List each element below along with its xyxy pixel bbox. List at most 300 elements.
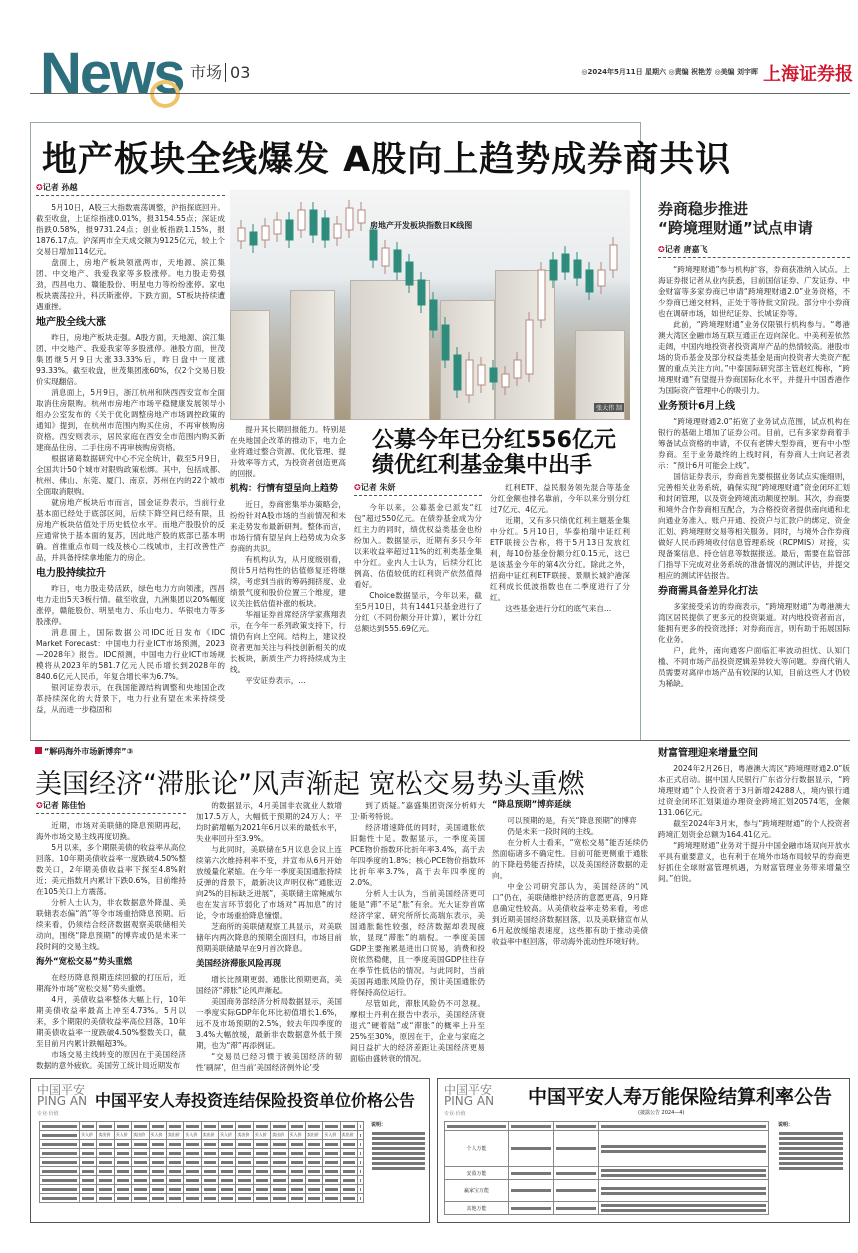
- candle: [310, 210, 317, 235]
- paragraph: “跨境理财通”业务对于提升中国金融市场双向开放水平具有重要意义，也有利于在境外市场布局较早的券商更好抓住全球财富管理机遇，为财富管理业务带来增量空间。”伯说。: [658, 841, 850, 883]
- paragraph: 分析人士认为，非农数据意外降温、美联储表态偏“鸽”等令市场重拾降息预期。后续来看，仍须结合经济数据观察美联储相关动向，围绕“降息预期”的博弈或仍是未来一段时间的交易主线。: [36, 898, 186, 951]
- chart-title: 房地产开发板块指数日K线图: [370, 221, 473, 230]
- ad-universal-life: [437, 1078, 850, 1223]
- candle: [346, 208, 353, 230]
- table-cell: [253, 1167, 270, 1176]
- table-cell: [80, 1176, 97, 1185]
- table-cell: [271, 1185, 288, 1194]
- paragraph: 2024年2月26日，粤港澳大湾区“跨境理财通2.0”版本正式启动。据中国人民银行广东省分行数据显示，“跨境理财通”个人投资者于3月新增24288人，境内银行通过资金闭环汇划渠道办理资金跨境汇划20574笔，金额131.06亿元。: [658, 764, 850, 817]
- table-cell: [149, 1158, 166, 1167]
- paragraph: 消息面上，国际数据公司IDC近日发布《IDC Market Forecast：中国电力行业ICT市场预测，2023—2028年》报告。IDC预测，中国电力行业ICT市场规模将从2023年的581.7亿元人民币增长到2028年的840.6亿元人民币，年复合增长率为6.7%。: [36, 628, 225, 681]
- paragraph: 多家接受采访的券商表示，“跨境理财通”为粤港澳大湾区居民提供了更多元的投资渠道。对内地投资者而言，能拥有更多的投资选择；对券商而言，则有助于拓展国际化业务。: [658, 602, 850, 644]
- table-cell: [149, 1140, 166, 1149]
- table-cell: [288, 1140, 305, 1149]
- table-cell: [271, 1167, 288, 1176]
- table-cell: [271, 1140, 288, 1149]
- lead-column-2: [230, 424, 346, 735]
- table-cell: [305, 1122, 322, 1131]
- table-cell: [219, 1176, 236, 1185]
- table-cell: [323, 1176, 340, 1185]
- table-cell: [323, 1149, 340, 1158]
- table-cell: [132, 1194, 149, 1203]
- table-cell: [40, 1149, 80, 1158]
- photo-credit: 张大伟 制: [596, 405, 622, 412]
- table-cell: [219, 1194, 236, 1203]
- table-cell: [132, 1122, 149, 1131]
- table-cell: [358, 1140, 364, 1149]
- fund-headline: [372, 428, 616, 478]
- us-column-1: [36, 800, 186, 1070]
- byline-text: 记者 唐嘉飞: [664, 245, 708, 254]
- table-cell: [554, 1167, 599, 1180]
- table-row: [445, 1122, 769, 1131]
- table-cell: [201, 1158, 218, 1167]
- paragraph: 就房地产板块后市而言，国金证券表示，当前行业基本面已经处于底部区间，后续下降空间已经有限，且房地产板块估值处于历史低位水平。而地产股股价的反应通常快于基本面的复苏，因此地产股的底部已基本明确。首推重点布局一线及核心二线城市，主打改善性产品，并具备持续拿地能力的房企。: [36, 498, 225, 562]
- table-cell: [166, 1140, 183, 1149]
- table-cell: [340, 1176, 357, 1185]
- paragraph: “跨境理财通2.0”拓宽了业务试点范围，试点机构在银行的基础上增加了证券公司。目前，已有多家券商着手筹备试点资格的申请，不仅有老牌大型券商，更有中小型券商。至于业务最终的上线时间，有券商人士向记者表示：“预计6月可能会上线”。: [658, 417, 850, 470]
- account-name: 个人万能: [445, 1131, 509, 1167]
- table-cell: [554, 1202, 599, 1215]
- table-cell: [271, 1122, 288, 1131]
- table-cell: [358, 1149, 364, 1158]
- us-headline: 美国经济“滞胀论”风声渐起 宽松交易势头重燃: [35, 769, 585, 800]
- table-cell: [236, 1194, 253, 1203]
- table-cell: [40, 1131, 80, 1140]
- candle: [442, 325, 449, 360]
- table-cell: [97, 1167, 114, 1176]
- subhead: 财富管理迎来增量空间: [658, 748, 758, 759]
- crossborder-headline: [658, 200, 850, 238]
- table-cell: [271, 1176, 288, 1185]
- subhead: 地产股全线大涨: [36, 317, 106, 328]
- paragraph: 经济增速降低的同时，美国通胀依旧黏性十足。数据显示，一季度美国PCE物价指数环比折年率3.4%，高于去年四季度的1.8%；核心PCE物价指数环比折年率3.7%，高于去年四季度的2.0%。: [350, 823, 485, 887]
- byline: [354, 482, 482, 496]
- candle: [502, 374, 509, 387]
- table-row: [40, 1140, 364, 1149]
- paragraph: 平安证券表示，...: [245, 676, 306, 685]
- table-cell: [201, 1167, 218, 1176]
- table-cell: [40, 1176, 80, 1185]
- table-cell: [97, 1158, 114, 1167]
- speech-bubble-icon: [150, 80, 180, 108]
- table-cell: [340, 1194, 357, 1203]
- table-cell: [340, 1122, 357, 1131]
- account-name: 安盈万能: [445, 1167, 509, 1180]
- table-cell: [236, 1158, 253, 1167]
- us-column-3: [350, 800, 485, 1062]
- table-cell: 卖出价: [271, 1131, 288, 1140]
- table-cell: 卖出价: [132, 1131, 149, 1140]
- paragraph: 户，此外，南向通客户面临汇率波动担忧、认知门槛、不同市场产品投资逻辑差异较大等问题。券商代销人员需要对离岸市场产品有较深的认知，目前这些人才仍较为稀缺。: [658, 646, 850, 688]
- table-cell: [40, 1185, 80, 1194]
- ad-note: 说明：: [371, 1121, 426, 1172]
- table-cell: [132, 1149, 149, 1158]
- table-cell: [358, 1176, 364, 1185]
- candle: [250, 232, 257, 245]
- table-cell: [271, 1158, 288, 1167]
- paragraph: 美国商务部经济分析局数据显示，美国一季度实际GDP年化环比初值增长1.6%，远不及市场预期的2.5%，较去年四季度的3.4%大幅放缓，最新非农数据意外低于预期，也为“滞”再添例证。: [196, 997, 342, 1050]
- table-cell: [340, 1185, 357, 1194]
- table-cell: [340, 1158, 357, 1167]
- table-cell: [509, 1167, 554, 1180]
- table-cell: [340, 1140, 357, 1149]
- table-cell: [236, 1167, 253, 1176]
- table-cell: [132, 1158, 149, 1167]
- candle: [430, 300, 437, 330]
- table-cell: [40, 1167, 80, 1176]
- subhead: 业务预计6月上线: [658, 401, 735, 412]
- table-row: [445, 1180, 769, 1202]
- paragraph: 分析人士认为，当前美国经济更可能是“滞”不足“胀”有余。光大证券首席经济学家、研究所所长高瑞东表示，美国通胀黏性较强，经济数据却表现疲软，显现“滞胀”的端倪。一季度美国GDP主要拖累是进出口贸易，消费和投资依然稳健，且一季度美国GDP往往存在季节性低估的情况。与此同时，当前美国再通胀风险仍存，预计美国通胀仍将保持高位运行。: [350, 889, 485, 997]
- paragraph: 截至2024年3月末，参与“跨境理财通”的个人投资者跨境汇划资金总额为164.41亿元。: [658, 819, 850, 839]
- table-cell: [236, 1185, 253, 1194]
- lead-photo: [230, 190, 630, 420]
- candle: [466, 360, 473, 395]
- table-cell: [184, 1194, 201, 1203]
- paragraph: 可以预期的是，有关“降息预期”的博弈: [507, 816, 637, 825]
- paragraph: 根据诸葛数据研究中心不完全统计，截至5月9日，全国共计50个城市对限购政策松绑。其中，包括成都、杭州、佛山、东莞、厦门、南京、苏州在内的22个城市全面取消限购。: [36, 454, 225, 496]
- bullet-icon: ✪: [36, 801, 43, 810]
- table-cell: [80, 1149, 97, 1158]
- paragraph: 中金公司研究部认为，美国经济的“风口”仍在，美联储维护经济的意愿更高，9月降息确定性较高。从美债收益率走势来看，考虑到近期美国经济数据回落，以及美联储宣布从6月起放缓缩表速度，这些都有助于推动美债收益率中枢回落，带动海外流动性环境好转。: [492, 882, 648, 946]
- table-cell: [201, 1149, 218, 1158]
- bullet-icon: ✪: [658, 245, 665, 254]
- table-cell: [166, 1194, 183, 1203]
- table-cell: [358, 1131, 364, 1140]
- table-cell: [554, 1131, 599, 1167]
- dateline: ◎2024年5月11日 星期六 ◎责编 祝艳芳 ◎美编 刘宇晖: [581, 68, 758, 76]
- table-row: [40, 1194, 364, 1203]
- table-row: [40, 1167, 364, 1176]
- table-cell: [323, 1122, 340, 1131]
- paragraph: 今年以来，公募基金已派发“红包”超过550亿元。在债券基金成为分红主力的同时，绩优权益类基金也纷纷加入。数据显示，近期有多只今年以来收益率超过11%的红利类基金集中分红。业内人士认为，后续分红比例高、估值较低的红利资产依然值得看好。: [354, 503, 482, 589]
- series-text: “解码海外市场新博弈”③: [44, 747, 134, 756]
- series-tag: [35, 746, 133, 757]
- table-cell: [114, 1194, 131, 1203]
- table-row: [40, 1149, 364, 1158]
- table-cell: 卖出价: [97, 1131, 114, 1140]
- square-icon: [35, 747, 42, 754]
- paragraph: 5月以来，多个期限美债的收益率从高位回落。10年期美债收益率一度跌破4.50%整数关口，2年期美债收益率下探至4.8%附近；美元指数月内累计下跌0.6%，目前维持在105关口上方震荡。: [36, 843, 186, 896]
- table-cell: [288, 1176, 305, 1185]
- table-cell: 买入价: [114, 1131, 131, 1140]
- table-cell: 买入价: [80, 1131, 97, 1140]
- table-cell: [358, 1158, 364, 1167]
- paragraph: 在经历降息预期连续回撤的打压后，近期海外市场“宽松交易”势头重燃。: [36, 973, 186, 993]
- table-cell: [358, 1194, 364, 1203]
- table-cell: [166, 1167, 183, 1176]
- candle: [274, 220, 281, 234]
- paragraph: 昨日，房地产板块走强。A股方面，天地源、滨江集团、中交地产、我爱我家等多股涨停。港股方面，世茂集团继5月9日大涨33.33%后，昨日盘中一度涨93.33%。截至收盘，世茂集团涨60%，仅2个交易日股价实现翻倍。: [36, 333, 225, 386]
- candle: [526, 320, 533, 374]
- byline: [658, 244, 850, 258]
- table-cell: [201, 1176, 218, 1185]
- table-cell: [323, 1185, 340, 1194]
- table-cell: [599, 1122, 769, 1131]
- paragraph: 提升其长期回报能力。特别是在央地国企改革的推动下，电力企业将通过整合资源、优化管理、提升效率等方式，为投资者创造更高的回报。: [230, 425, 346, 478]
- candle: [490, 368, 497, 382]
- table-cell: [40, 1122, 80, 1131]
- paragraph: 近期，又有多只绩优红利主题基金集中分红。5月10日，华泰柏瑞中证红利ETF联接公告称，将于5月13日发放红利，每10份基金份额分红0.15元，这已是该基金今年的第4次分红。除此之外，招商中证红利ETF联接、景顺长城沪港深红利成长低波指数也在二季度进行了分红。: [490, 516, 630, 602]
- table-cell: [149, 1176, 166, 1185]
- table-cell: [509, 1202, 554, 1215]
- table-cell: [358, 1167, 364, 1176]
- table-cell: [97, 1185, 114, 1194]
- table-cell: [114, 1149, 131, 1158]
- table-cell: [184, 1185, 201, 1194]
- table-cell: [236, 1122, 253, 1131]
- table-cell: [201, 1194, 218, 1203]
- table-cell: [219, 1122, 236, 1131]
- table-cell: [305, 1140, 322, 1149]
- candle: [418, 280, 425, 305]
- table-cell: [166, 1149, 183, 1158]
- table-cell: [166, 1122, 183, 1131]
- table-cell: [114, 1122, 131, 1131]
- table-cell: [509, 1131, 554, 1167]
- table-cell: [271, 1194, 288, 1203]
- table-cell: [114, 1158, 131, 1167]
- table-row: [445, 1202, 769, 1215]
- table-cell: [288, 1122, 305, 1131]
- headline-line: “跨境理财通”试点申请: [658, 219, 813, 237]
- candle: [382, 248, 389, 266]
- paper-logo: 上海证券报: [763, 64, 853, 85]
- table-cell: [554, 1180, 599, 1202]
- table-cell: [80, 1167, 97, 1176]
- table-row: [40, 1131, 364, 1140]
- paragraph: “跨境理财通”参与机构扩容，券商获准纳入试点。上海证券报记者从业内获悉，目前国信证券、广发证券、中金财富等多家券商已申请“跨境理财通2.0”业务资格，不少券商已递交材料，正处于等待批文阶段。部分中小券商也在调研市场，如世纪证券、长城证券等。: [658, 265, 850, 318]
- table-cell: [184, 1140, 201, 1149]
- table-cell: [40, 1158, 80, 1167]
- table-cell: [305, 1167, 322, 1176]
- table-cell: [599, 1167, 769, 1180]
- candle: [562, 254, 569, 272]
- table-cell: [97, 1122, 114, 1131]
- candle: [370, 230, 377, 260]
- fund-column-1: [354, 482, 482, 735]
- page-number: 03: [225, 63, 250, 82]
- account-name: 赢家宝万能: [445, 1180, 509, 1202]
- lead-headline: 地产板块全线爆发 A股向上趋势成券商共识: [42, 140, 732, 180]
- table-cell: [236, 1140, 253, 1149]
- table-cell: [219, 1185, 236, 1194]
- table-cell: [323, 1167, 340, 1176]
- table-cell: [445, 1122, 509, 1131]
- table-cell: [80, 1185, 97, 1194]
- section-label: [190, 60, 250, 83]
- table-cell: [97, 1176, 114, 1185]
- paragraph: 银河证券表示，在我国能源结构调整和央地国企改革持续深化的大背景下，电力行业有望在未来持续受益，从而进一步稳固和: [36, 683, 225, 714]
- table-cell: [271, 1149, 288, 1158]
- candle: [406, 262, 413, 285]
- table-cell: [236, 1176, 253, 1185]
- table-cell: [40, 1194, 80, 1203]
- table-cell: [184, 1176, 201, 1185]
- table-cell: [305, 1158, 322, 1167]
- paragraph: 此前，“跨境理财通”业务仅限银行机构参与。“粤港澳大湾区金融市场互联互通正在迈向深化。中美利差依然走阔，中国内地投资者投资离岸产品的热情较高。港股市场的货币基金及部分权益类基金是南向投资者大类资产配置的重点关注方向。”中泰国际研究部主管赵红梅称，“跨境理财通”有望提升券商国际化水平，并提升中国香港作为国际资产管理中心的吸引力。: [658, 320, 850, 395]
- table-cell: [253, 1185, 270, 1194]
- table-cell: [358, 1122, 364, 1131]
- table-cell: [114, 1185, 131, 1194]
- table-cell: [288, 1185, 305, 1194]
- table-cell: [305, 1194, 322, 1203]
- table-cell: [149, 1194, 166, 1203]
- candle: [334, 224, 341, 238]
- table-cell: [253, 1149, 270, 1158]
- candle: [550, 260, 557, 280]
- table-cell: [80, 1194, 97, 1203]
- divider: [30, 740, 850, 741]
- table-cell: [236, 1149, 253, 1158]
- table-cell: [599, 1202, 769, 1215]
- table-cell: [599, 1131, 769, 1167]
- paragraph: 的数据显示，4月美国非农就业人数增加17.5万人，大幅低于预期的24万人；平均时薪增幅为2021年6月以来的最低水平，失业率回升至3.9%。: [196, 801, 342, 843]
- byline-text: 记者 陈佳怡: [42, 801, 86, 810]
- table-cell: 买入价: [184, 1131, 201, 1140]
- subhead: 电力股持续拉升: [36, 568, 106, 579]
- paragraph: 尽管如此，滞胀风险仍不可忽视。摩根士丹利在报告中表示，美国经济衰退式“硬着陆”或“滞胀”的概率上升至25%至30%，原因在于，企业与家庭之间日益扩大的经济差距让美国经济更易面临由盛转衰的情况。: [350, 999, 485, 1063]
- rate-table: [444, 1121, 769, 1215]
- ad-subtitle: (披露公告 2024—4): [638, 1110, 685, 1116]
- table-cell: [184, 1122, 201, 1131]
- table-cell: [149, 1185, 166, 1194]
- paragraph: 芝商所的美联储观察工具显示，对美联储年内两次降息的预期全面回归，市场目前预期美联储最早在9月首次降息。: [196, 922, 342, 953]
- table-cell: [132, 1185, 149, 1194]
- table-cell: 买入价: [219, 1131, 236, 1140]
- paragraph: 增长比预期更弱、通胀比预期更高，美国经济“滞胀”论风声渐起。: [196, 975, 342, 995]
- paragraph: 这些基金进行分红的底气来自...: [505, 604, 612, 613]
- table-cell: 买入价: [253, 1131, 270, 1140]
- candle: [298, 210, 305, 230]
- paragraph: 到了质疑。”嘉盛集团资深分析师大卫·斯考特说。: [350, 801, 485, 821]
- paragraph: 华福证券首席经济学家燕翔表示，在今年一系列政策支持下，行情仍有向上空间。结构上，建议投资者更加关注与科技创新相关的成长板块，新质生产力将持续成为主线。: [230, 610, 346, 674]
- paragraph: 在分析人士看来，“宽松交易”能否延续仍然面临诸多不确定性。目前可能更侧重于通胀的下降趋势能否持续，以及美国经济数据的走向。: [492, 838, 648, 880]
- ad-note: 说明：: [778, 1121, 844, 1172]
- section-name: 市场: [190, 63, 223, 82]
- table-row: [40, 1158, 364, 1167]
- candle: [574, 260, 581, 278]
- table-cell: [323, 1158, 340, 1167]
- candle: [478, 365, 485, 385]
- table-row: [40, 1185, 364, 1194]
- table-cell: [288, 1167, 305, 1176]
- subhead: 美国经济滞胀风险再现: [196, 959, 282, 969]
- candle: [358, 210, 365, 223]
- table-cell: [358, 1185, 364, 1194]
- table-row: [40, 1176, 364, 1185]
- byline-text: 记者 孙越: [42, 183, 78, 192]
- candle: [598, 270, 605, 286]
- table-cell: 卖出价: [340, 1131, 357, 1140]
- paragraph: 消息面上，5月9日，浙江杭州和陕西西安宣布全面取消住房限购。杭州市房地产市场平稳健康发展领导小组办公室发布的《关于优化调整房地产市场调控政策的通知》提到，在杭州市范围内购买住房，不再审核购房资格。西安则表示，居民家庭在西安全市范围内购买新建商品住房、二手住房不再审核购房资格。: [36, 388, 225, 452]
- table-cell: [323, 1194, 340, 1203]
- table-cell: [305, 1149, 322, 1158]
- paragraph: 盘面上，房地产板块领涨两市，天地源、滨江集团、中交地产、我爱我家等多股涨停。电力股走势强劲，西昌电力、赣能股份、明星电力等纷纷涨停。家电板块震荡拉升，科沃斯涨停。下跌方面，ST板块持续遭遇重挫。: [36, 258, 225, 311]
- table-cell: [253, 1122, 270, 1131]
- bullet-icon: ✪: [36, 183, 43, 192]
- table-cell: [554, 1122, 599, 1131]
- table-cell: [305, 1176, 322, 1185]
- paragraph: “交易员已经习惯于被美国经济的韧性‘刷屏’，但当前‘美国经济例外论’受: [196, 1052, 342, 1072]
- table-cell: [509, 1122, 554, 1131]
- paragraph: 红利ETF、益民服务领先混合等基金分红金额也排名靠前，今年以来分别分红过7亿元、4亿元。: [490, 483, 630, 514]
- subhead: “降息预期”博弈延续: [492, 800, 572, 810]
- subhead: 机构：行情有望呈向上趋势: [230, 484, 339, 494]
- ad-title: 中国平安人寿万能保险结算利率公告: [528, 1086, 833, 1108]
- table-cell: 买入价: [323, 1131, 340, 1140]
- candle: [262, 226, 269, 240]
- table-cell: [288, 1149, 305, 1158]
- lead-column-1: [36, 182, 225, 735]
- table-cell: [253, 1158, 270, 1167]
- table-cell: [80, 1140, 97, 1149]
- table-cell: [114, 1167, 131, 1176]
- byline: [36, 182, 225, 196]
- ad-title: 中国平安人寿投资连结保险投资单位价格公告: [95, 1091, 416, 1110]
- pingan-logo: 中国平安 PING AN 专业·价值: [37, 1083, 88, 1117]
- table-cell: [184, 1167, 201, 1176]
- table-cell: [219, 1167, 236, 1176]
- paragraph: 昨日，电力股走势活跃，绿色电力方向领涨，西昌电力走出5天3板行情。截至收盘，九洲集团以20%幅度涨停，赣能股份、明星电力、乐山电力、华银电力等多股涨停。: [36, 584, 225, 626]
- table-cell: [132, 1176, 149, 1185]
- news-logo: News: [40, 41, 184, 106]
- table-cell: [201, 1185, 218, 1194]
- subhead: 券商需具备差异化打法: [658, 586, 758, 597]
- candle: [538, 270, 545, 320]
- table-cell: [166, 1176, 183, 1185]
- table-cell: [253, 1140, 270, 1149]
- table-cell: [219, 1140, 236, 1149]
- table-cell: [340, 1167, 357, 1176]
- candle: [586, 270, 593, 292]
- us-column-2: [196, 800, 342, 1072]
- table-cell: [114, 1140, 131, 1149]
- table-cell: [149, 1149, 166, 1158]
- byline-text: 记者 朱妍: [360, 483, 396, 492]
- table-cell: [201, 1140, 218, 1149]
- candle: [514, 360, 521, 378]
- candle: [286, 220, 293, 240]
- table-cell: [253, 1176, 270, 1185]
- table-cell: [305, 1185, 322, 1194]
- table-cell: [80, 1122, 97, 1131]
- byline: [36, 800, 186, 814]
- table-cell: [97, 1194, 114, 1203]
- table-cell: [288, 1194, 305, 1203]
- candle: [322, 218, 329, 240]
- pingan-logo: 中国平安 PING AN 专业·价值: [444, 1083, 495, 1117]
- table-cell: [340, 1149, 357, 1158]
- crossborder-column-1: [658, 244, 850, 735]
- candle: [454, 355, 461, 390]
- table-cell: [132, 1167, 149, 1176]
- table-cell: [323, 1140, 340, 1149]
- subhead: 海外“宽松交易”势头重燃: [36, 957, 133, 967]
- table-cell: [184, 1149, 201, 1158]
- ad-investment-linked: [30, 1078, 430, 1223]
- price-table: [39, 1121, 364, 1203]
- table-cell: 买入价: [288, 1131, 305, 1140]
- table-row: [445, 1167, 769, 1180]
- table-cell: [97, 1149, 114, 1158]
- table-cell: 买入价: [149, 1131, 166, 1140]
- paragraph: 近日，券商密集举办策略会，纷纷针对A股市场的当前情况和未来走势发布最新研判。整体而言，市场行情有望呈向上趋势成为众多券商的共识。: [230, 500, 346, 553]
- table-cell: [253, 1194, 270, 1203]
- table-cell: [201, 1122, 218, 1131]
- paragraph: 国信证券表示，券商首先要根据业务试点实施细则，完善相关业务系统，确保实现“跨境理财通”资金闭环汇划和封闭管理，以及资金跨境流动额度控制。其次，券商要和境外合作券商相互配合，为合格投资者提供南向通和北向通业务准入、账户开通、投资户与汇款户的绑定、资金汇划、跨境理财交易等相关服务。同时，与境外合作券商做好人民币跨境收付信息管理系统（RCPMIS）对接，实现备案信息、持仓信息等数据报送。最后，需要在监管部门指导下完成对业务系统的准备情况的测试评估，并提交相应的测试评估报告。: [658, 472, 850, 580]
